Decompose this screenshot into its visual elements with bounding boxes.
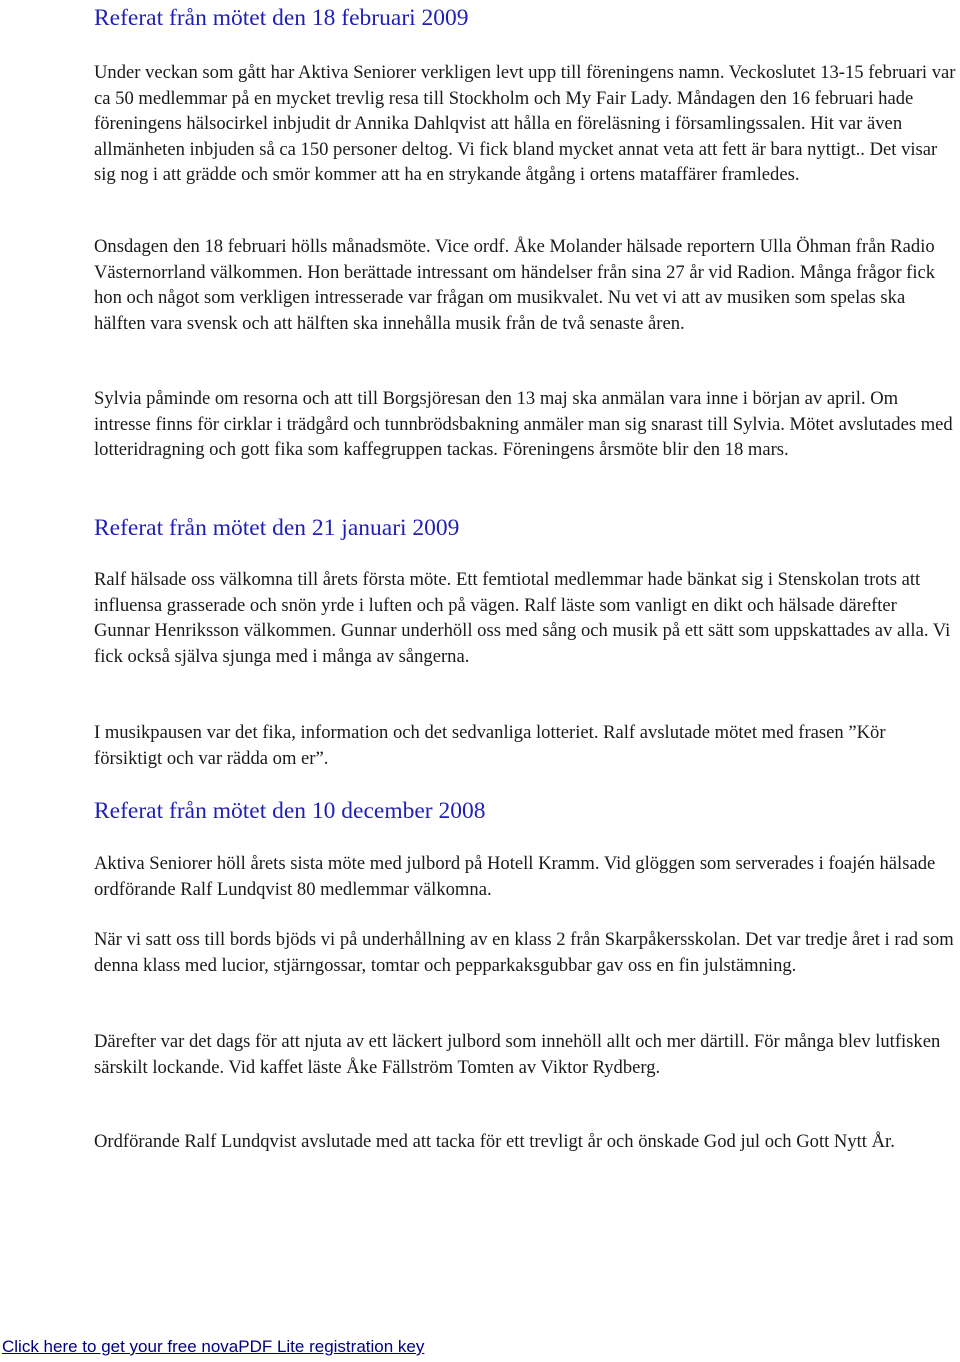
- paragraph-dec-2008-4: Ordförande Ralf Lundqvist avslutade med att tacka för ett trevligt år och önskade God jul och Gott Nytt År.: [94, 1131, 895, 1152]
- section-title-feb-2009: Referat från mötet den 18 februari 2009: [94, 5, 469, 31]
- novapdf-registration-link[interactable]: Click here to get your free novaPDF Lite registration key: [2, 1337, 425, 1356]
- paragraph-feb-2009-3: Sylvia påminde om resorna och att till Borgsjöresan den 13 maj ska anmälan vara inne i början av april. Om intresse finns för cirklar i trädgård och tunnbrödsbakning anmäler man sig snarast till Sylvia. Mötet avslutades med lotteridragning och gott fika som kaffegruppen tackas. Föreningens årsmöte blir den 18 mars.: [94, 388, 953, 461]
- section-title-jan-2009: Referat från mötet den 21 januari 2009: [94, 515, 460, 541]
- paragraph-jan-2009-1: Ralf hälsade oss välkomna till årets första möte. Ett femtiotal medlemmar hade bänkat sig i Stenskolan trots att influensa grasserade och snön yrde i luften och på vägen. Ralf läste som vanligt en dikt och hälsade därefter Gunnar Henriksson välkommen. Gunnar underhöll oss med sång och musik på ett sätt som uppskattades av alla. Vi fick också själva sjunga med i många av sångerna.: [94, 569, 951, 667]
- paragraph-feb-2009-1: Under veckan som gått har Aktiva Seniorer verkligen levt upp till föreningens namn. Veckoslutet 13-15 februari var ca 50 medlemmar på en mycket trevlig resa till Stockholm och My Fair Lady. Måndagen den 16 februari hade föreningens hälsocirkel inbjudit dr Annika Dahlqvist att hålla en föreläsning i församlingssalen. Hit var även allmänheten inbjuden så ca 150 personer deltog. Vi fick bland mycket annat veta att fett är bara nyttigt.. Det visar sig nog i att grädde och smör kommer att ha en strykande åtgång i ortens mataffärer framledes.: [94, 62, 956, 186]
- paragraph-dec-2008-3: Därefter var det dags för att njuta av ett läckert julbord som innehöll allt och mer därtill. För många blev lutfisken särskilt lockande. Vid kaffet läste Åke Fällström Tomten av Viktor Rydberg.: [94, 1031, 941, 1078]
- paragraph-dec-2008-2: När vi satt oss till bords bjöds vi på underhållning av en klass 2 från Skarpåkersskolan. Det var tredje året i rad som denna klass med lucior, stjärngossar, tomtar och pepparkaksgubbar gav oss en fin julstämning.: [94, 929, 954, 976]
- section-title-dec-2008: Referat från mötet den 10 december 2008: [94, 798, 486, 824]
- paragraph-jan-2009-2: I musikpausen var det fika, information och det sedvanliga lotteriet. Ralf avslutade mötet med frasen ”Kör försiktigt och var rädda om er”.: [94, 722, 886, 769]
- paragraph-dec-2008-1: Aktiva Seniorer höll årets sista möte med julbord på Hotell Kramm. Vid glöggen som serverades i foajén hälsade ordförande Ralf Lundqvist 80 medlemmar välkomna.: [94, 853, 936, 900]
- paragraph-feb-2009-2: Onsdagen den 18 februari hölls månadsmöte. Vice ordf. Åke Molander hälsade reportern Ulla Öhman från Radio Västernorrland välkommen. Hon berättade intressant om händelser från sina 27 år vid Radion. Många frågor fick hon och något som verkligen intresserade var frågan om musikvalet. Nu vet vi att av musiken som spelas ska hälften vara svensk och att hälften ska innehålla musik från de två senaste åren.: [94, 236, 936, 334]
